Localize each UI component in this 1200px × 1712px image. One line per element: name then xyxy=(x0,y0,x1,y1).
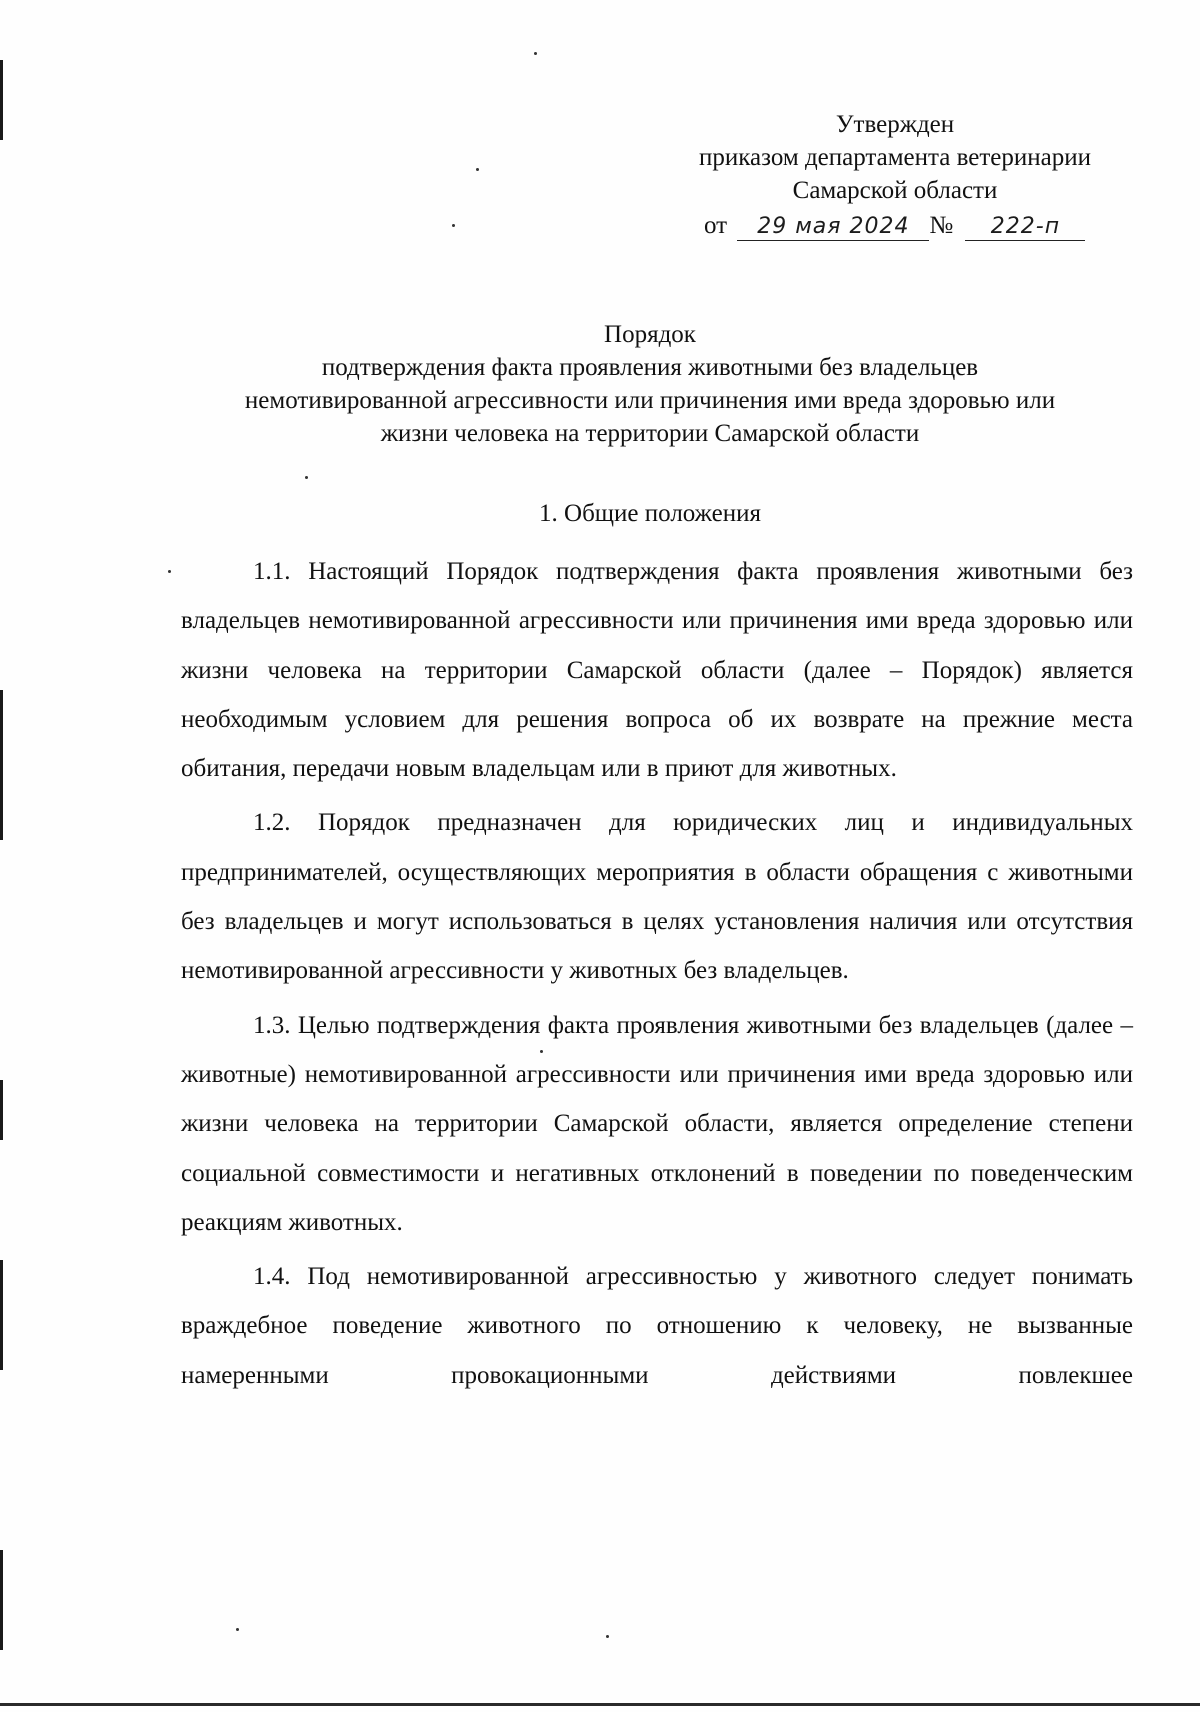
section-heading: 1. Общие положения xyxy=(539,500,761,527)
document-title xyxy=(160,318,1140,450)
scan-edge-mark xyxy=(0,690,3,840)
handwritten-date: 29 мая 2024 xyxy=(757,214,910,239)
scan-edge-mark xyxy=(0,1260,3,1370)
scan-speck xyxy=(452,224,455,227)
title-line: жизни человека на территории Самарской области xyxy=(380,420,920,447)
handwritten-number: 222-п xyxy=(990,214,1061,239)
date-field xyxy=(737,213,929,241)
scan-edge-mark xyxy=(0,60,3,140)
title-line: подтверждения факта проявления животными без владельцев xyxy=(321,354,979,381)
scan-edge-mark xyxy=(0,1550,3,1650)
paragraph-1-2: 1.2. Порядок предназначен для юридических лиц и индивидуальных предпринимателей, осуществляющих мероприятия в области обращения с животными без владельцев и могут использоваться в целях установления наличия или отсутствия немотивированной агрессивности у животных без владельцев. xyxy=(181,809,1133,985)
scan-edge-mark xyxy=(0,1080,3,1140)
number-label: № xyxy=(929,212,954,239)
paragraph-1-3: 1.3. Целью подтверждения факта проявления животными без владельцев (далее – животные) немотивированной агрессивности или причинения ими вреда здоровью или жизни человека на территории Самарской области, является определение степени социальной совместимости и негативных отклонений в поведении по поведенческим реакциям животных. xyxy=(181,1011,1133,1236)
scan-bottom-line xyxy=(0,1703,1200,1706)
approval-stamp-block xyxy=(660,108,1130,242)
paragraph-1-1: 1.1. Настоящий Порядок подтверждения факта проявления животными без владельцев немотивированной агрессивности или причинения ими вреда здоровью или жизни человека на территории Самарской области (далее – Порядок) является необходимым условием для решения вопроса об их возврате на прежние места обитания, передачи новым владельцам или в приют для животных. xyxy=(181,558,1133,783)
approval-date-line xyxy=(660,209,1130,242)
from-label: от xyxy=(704,212,728,239)
approval-region-line: Самарской области xyxy=(792,177,998,204)
scan-speck xyxy=(305,476,308,479)
number-field xyxy=(965,213,1085,241)
scan-speck xyxy=(236,1628,239,1631)
scan-speck xyxy=(606,1635,609,1638)
document-body xyxy=(181,547,1133,1405)
scan-speck xyxy=(534,52,537,55)
title-heading: Порядок xyxy=(604,321,696,348)
title-line: немотивированной агрессивности или причинения ими вреда здоровью или xyxy=(244,387,1056,414)
approval-title: Утвержден xyxy=(835,111,955,138)
scan-speck xyxy=(476,168,479,171)
paragraph-1-4: 1.4. Под немотивированной агрессивностью у животного следует понимать враждебное поведение животного по отношению к человеку, не вызванные намеренными провокационными действиями повлекшее xyxy=(181,1263,1133,1389)
scan-speck xyxy=(168,570,171,573)
approval-order-line: приказом департамента ветеринарии xyxy=(699,144,1091,171)
